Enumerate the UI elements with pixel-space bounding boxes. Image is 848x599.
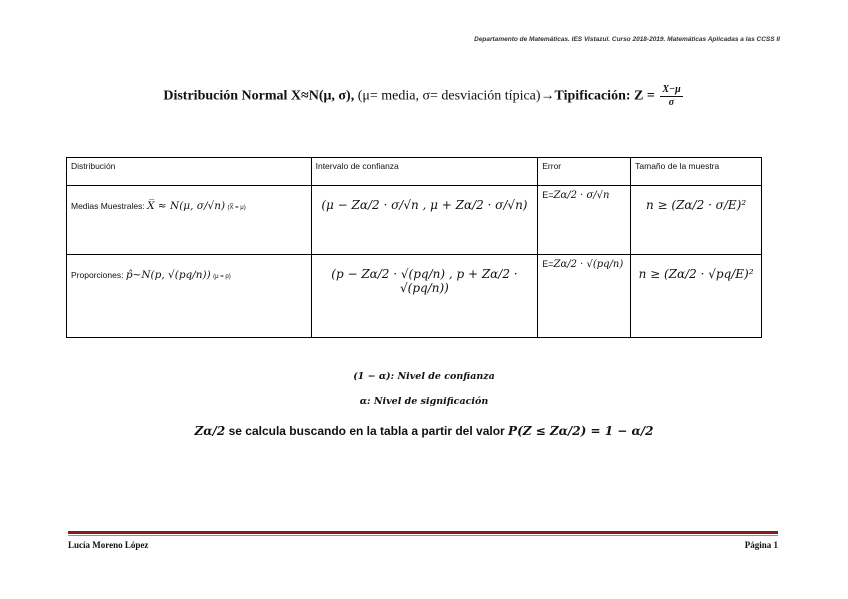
cell-medias-error	[538, 186, 631, 255]
error-formula: Zα/2 · σ/√n	[553, 190, 610, 201]
cell-proporciones-distribution	[67, 255, 312, 338]
distribution-formula: X̅ ≈ N(μ, σ/√n)	[147, 200, 226, 212]
table-header-row	[67, 158, 762, 186]
cell-medias-interval: (μ − Zα/2 · σ/√n , μ + Zα/2 · σ/√n)	[311, 186, 538, 255]
cell-proporciones-error	[538, 255, 631, 338]
header-tamano: Tamaño de la muestra	[631, 158, 762, 186]
cell-proporciones-interval: (p − Zα/2 · √(pq/n) , p + Zα/2 · √(pq/n))	[311, 255, 538, 338]
row-label: Proporciones:	[71, 270, 124, 280]
footer-divider	[68, 531, 778, 534]
error-label: E=	[542, 190, 554, 200]
z-formula: P(Z ≤ Zα/2) = 1 − α/2	[508, 424, 654, 438]
distribution-formula: p̂~N(p, √(pq/n))	[125, 269, 211, 281]
confidence-level-note: (1 − α): Nivel de confianza	[353, 371, 495, 382]
z-text: se calcula buscando en la tabla a partir del valor	[225, 424, 509, 438]
error-label: E=	[542, 259, 554, 269]
formula-table	[66, 157, 762, 338]
distribution-note: (μ = p)	[213, 274, 231, 280]
fraction-denominator: σ	[668, 97, 675, 108]
z-symbol: Zα/2	[194, 424, 226, 438]
cell-medias-size: n ≥ (Zα/2 · σ/E)²	[631, 186, 762, 255]
page-header: Departamento de Matemáticas. IES Vistazul. Curso 2018-2019. Matemáticas Aplicadas a las CCSS II	[474, 36, 780, 43]
header-error: Error	[538, 158, 631, 186]
fraction-numerator: X−μ	[662, 84, 681, 95]
title-main: Distribución Normal X≈N(μ, σ),	[163, 88, 355, 104]
cell-medias-distribution	[67, 186, 312, 255]
error-formula: Zα/2 · √(pq/n)	[553, 259, 624, 270]
cell-proporciones-size: n ≥ (Zα/2 · √pq/E)²	[631, 255, 762, 338]
footer-author: Lucía Moreno López	[68, 540, 149, 550]
header-distribucion: Distribución	[67, 158, 312, 186]
z-calculation-note	[0, 424, 848, 438]
footer-page-number: Página 1	[744, 540, 778, 550]
table-row	[67, 255, 762, 338]
table-row	[67, 186, 762, 255]
title-note: (μ= media, σ= desviación típica)→	[354, 88, 555, 104]
title-tipificacion: Tipificación: Z =	[554, 88, 659, 104]
tipificacion-fraction	[660, 84, 682, 109]
distribution-note: (X̅ = μ)	[227, 205, 246, 211]
page-title	[0, 84, 848, 109]
header-intervalo: Intervalo de confianza	[311, 158, 538, 186]
significance-level-note: α: Nivel de significación	[359, 396, 489, 407]
row-label: Medias Muestrales:	[71, 201, 145, 211]
footer-divider-shadow	[68, 535, 778, 536]
